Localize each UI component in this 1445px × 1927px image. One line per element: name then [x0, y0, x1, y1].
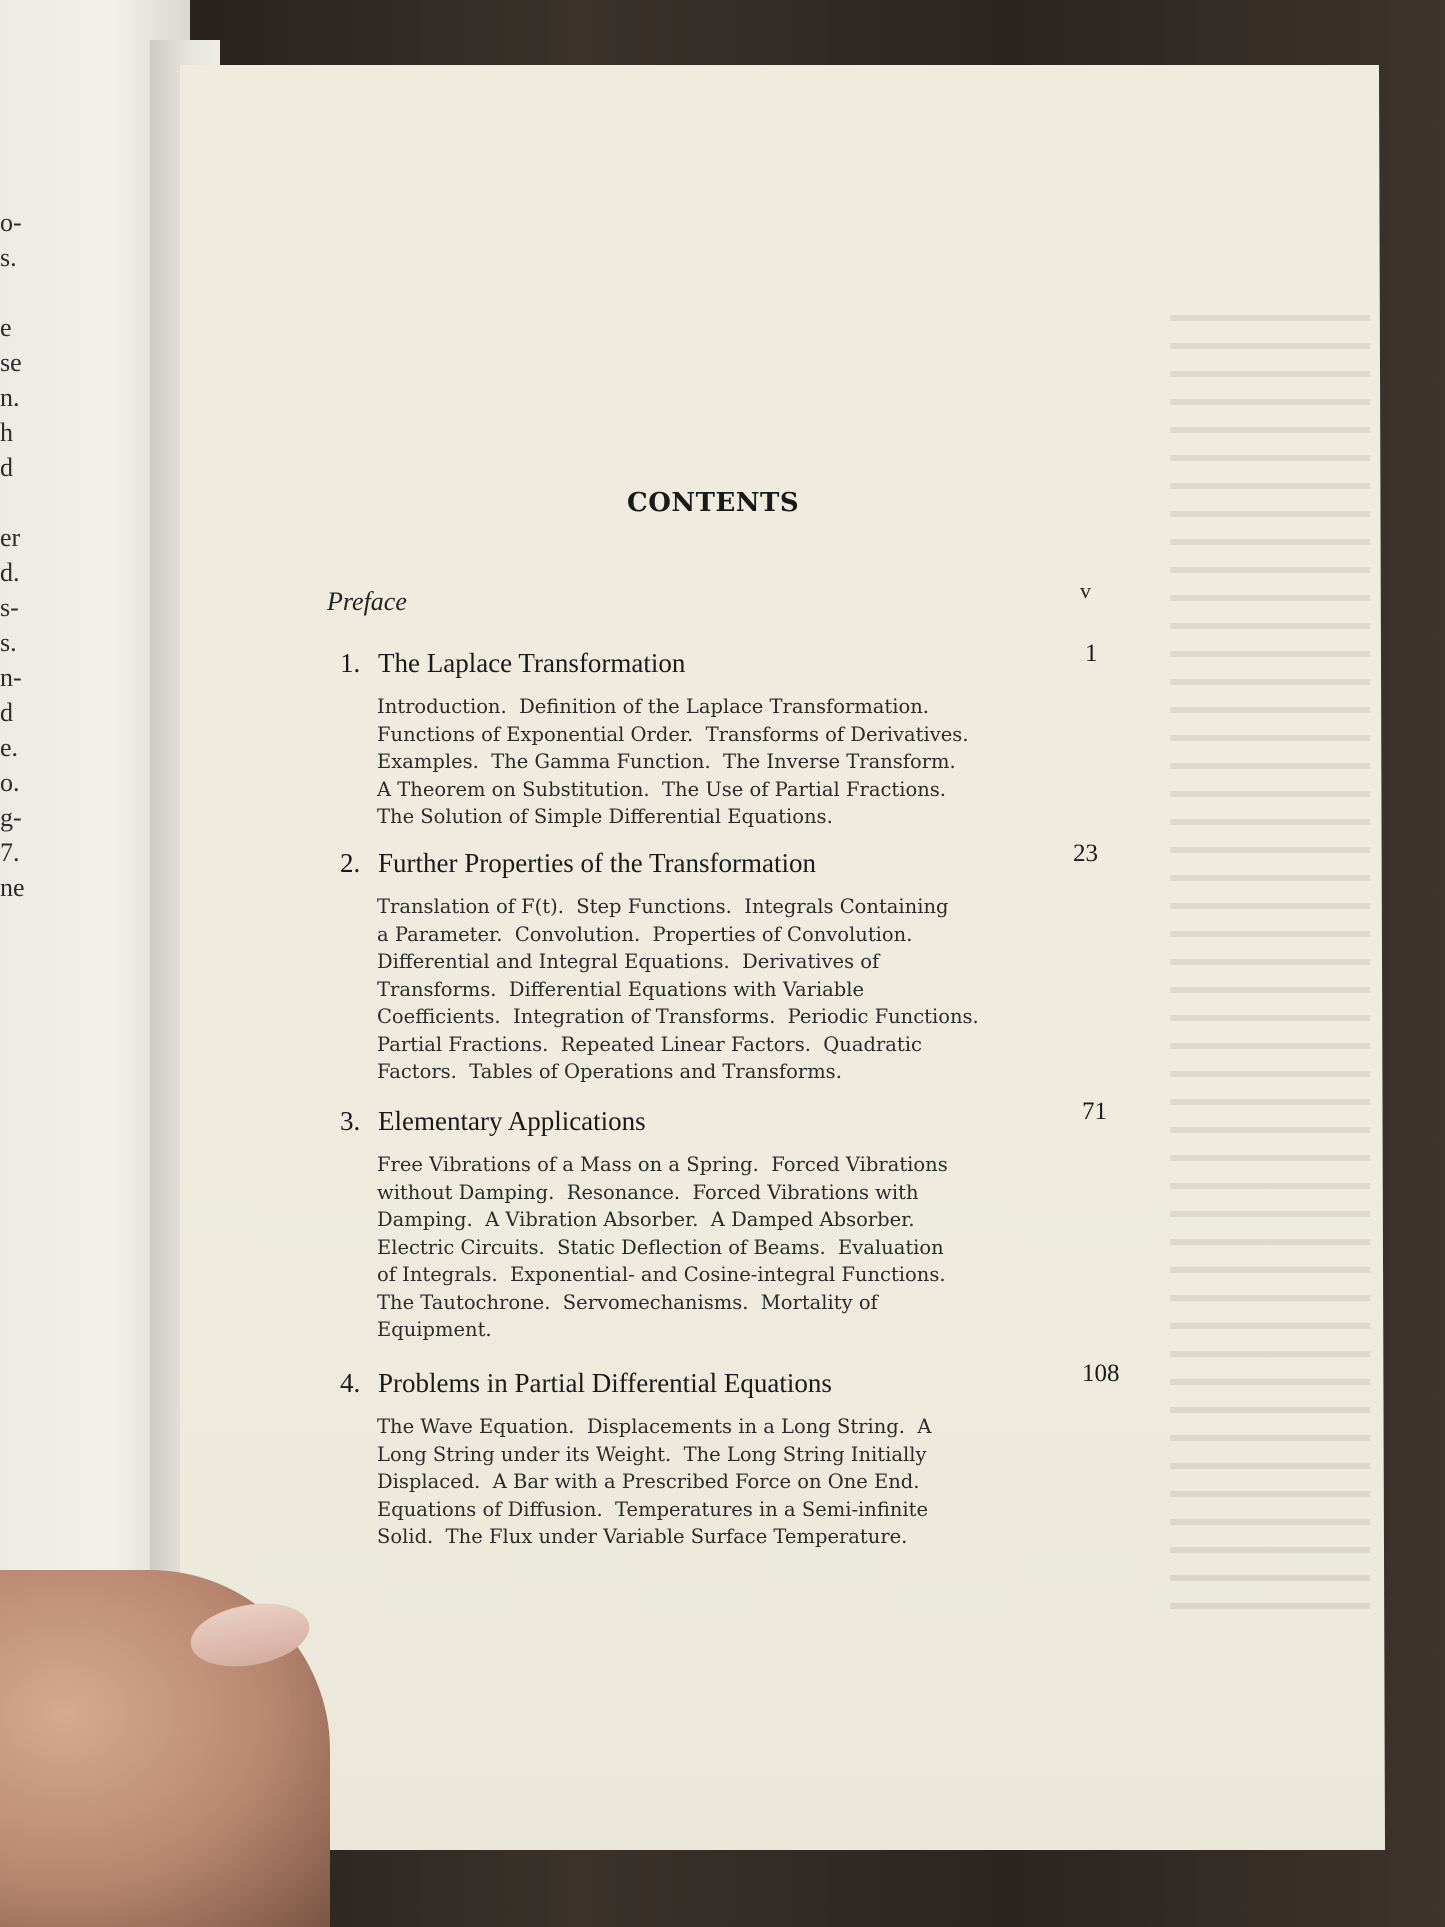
topic-line: Partial Fractions. Repeated Linear Factors. Quadratic [377, 1032, 922, 1056]
toc-entry-3 [340, 1098, 1140, 1344]
show-through [1170, 315, 1370, 1615]
preface-label: Preface [327, 587, 407, 616]
entry-topics [377, 893, 1037, 1086]
fragment: s- [0, 593, 19, 622]
topic-line: The Tautochrone. Servomechanisms. Mortality of [377, 1290, 878, 1314]
fragment: n- [0, 663, 22, 692]
entry-heading [340, 1098, 1140, 1137]
entry-page-number: 71 [1082, 1098, 1107, 1125]
entry-title: Further Properties of the Transformation [378, 848, 816, 878]
topic-line: Damping. A Vibration Absorber. A Damped Absorber. [377, 1208, 915, 1231]
fragment: se [0, 348, 22, 377]
fragment: e. [0, 733, 19, 762]
topic-line: A Theorem on Substitution. The Use of Partial Fractions. [377, 777, 946, 801]
fragment: n. [0, 383, 20, 412]
fragment: er [0, 523, 21, 552]
topic-line: The Solution of Simple Differential Equations. [377, 805, 833, 828]
fragment: o. [0, 768, 20, 797]
entry-number: 3. [340, 1106, 361, 1136]
topic-line: without Damping. Resonance. Forced Vibrations with [377, 1180, 919, 1204]
entry-title: The Laplace Transformation [378, 648, 686, 678]
topic-line: Functions of Exponential Order. Transforms of Derivatives. [377, 722, 969, 746]
entry-title: Elementary Applications [378, 1106, 646, 1136]
topic-line: Examples. The Gamma Function. The Inverse Transform. [377, 750, 956, 773]
entry-title: Problems in Partial Differential Equations [378, 1368, 832, 1398]
fragment [0, 275, 30, 310]
fragment: ne [0, 873, 25, 902]
topic-line: Equipment. [377, 1318, 492, 1341]
topic-line: Transforms. Differential Equations with Variable [377, 977, 865, 1001]
entry-number: 2. [340, 848, 361, 878]
entry-heading [340, 1360, 1140, 1399]
topic-line: Free Vibrations of a Mass on a Spring. Forced Vibrations [377, 1153, 948, 1176]
topic-line: Coefficients. Integration of Transforms. Periodic Functions. [377, 1005, 979, 1028]
fragment: s. [0, 628, 17, 657]
toc-entry-4 [340, 1360, 1140, 1551]
topic-line: Factors. Tables of Operations and Transforms. [377, 1060, 842, 1083]
entry-number: 4. [340, 1368, 361, 1398]
topic-line: The Wave Equation. Displacements in a Long String. A [377, 1415, 932, 1438]
fragment: s. [0, 243, 17, 272]
topic-line: Electric Circuits. Static Deflection of Beams. Evaluation [377, 1235, 944, 1259]
topic-line: a Parameter. Convolution. Properties of Convolution. [377, 922, 913, 946]
topic-line: of Integrals. Exponential- and Cosine-integral Functions. [377, 1263, 946, 1286]
page-title: CONTENTS [627, 488, 800, 518]
left-page-text-fragments [0, 205, 30, 905]
topic-line: Introduction. Definition of the Laplace Transformation. [377, 695, 929, 718]
fragment: d [0, 453, 13, 482]
entry-heading [340, 840, 1140, 879]
fragment: h [0, 418, 13, 447]
fragment: d [0, 698, 13, 727]
entry-page-number: 23 [1073, 840, 1098, 867]
toc-entry-2 [340, 840, 1140, 1086]
entry-heading [340, 640, 1140, 679]
preface-page-number: v [1080, 578, 1091, 603]
entry-page-number: 108 [1082, 1360, 1120, 1387]
fragment: o- [0, 208, 22, 237]
fragment: g- [0, 803, 22, 832]
entry-topics [377, 1413, 1037, 1551]
topic-line: Long String under its Weight. The Long String Initially [377, 1442, 927, 1466]
entry-page-number: 1 [1085, 640, 1098, 667]
topic-line: Displaced. A Bar with a Prescribed Force on One End. [377, 1470, 920, 1493]
topic-line: Translation of F(t). Step Functions. Integrals Containing [377, 895, 949, 918]
entry-number: 1. [340, 648, 361, 678]
fragment: e [0, 313, 12, 342]
topic-line: Solid. The Flux under Variable Surface Temperature. [377, 1525, 908, 1548]
fragment: 7. [0, 838, 20, 867]
entry-topics [377, 1151, 1037, 1344]
topic-line: Equations of Diffusion. Temperatures in a Semi-infinite [377, 1497, 929, 1521]
toc-entry-1 [340, 640, 1140, 831]
entry-topics [377, 693, 1037, 831]
fragment [0, 485, 30, 520]
topic-line: Differential and Integral Equations. Derivatives of [377, 950, 880, 973]
fragment: d. [0, 558, 20, 587]
